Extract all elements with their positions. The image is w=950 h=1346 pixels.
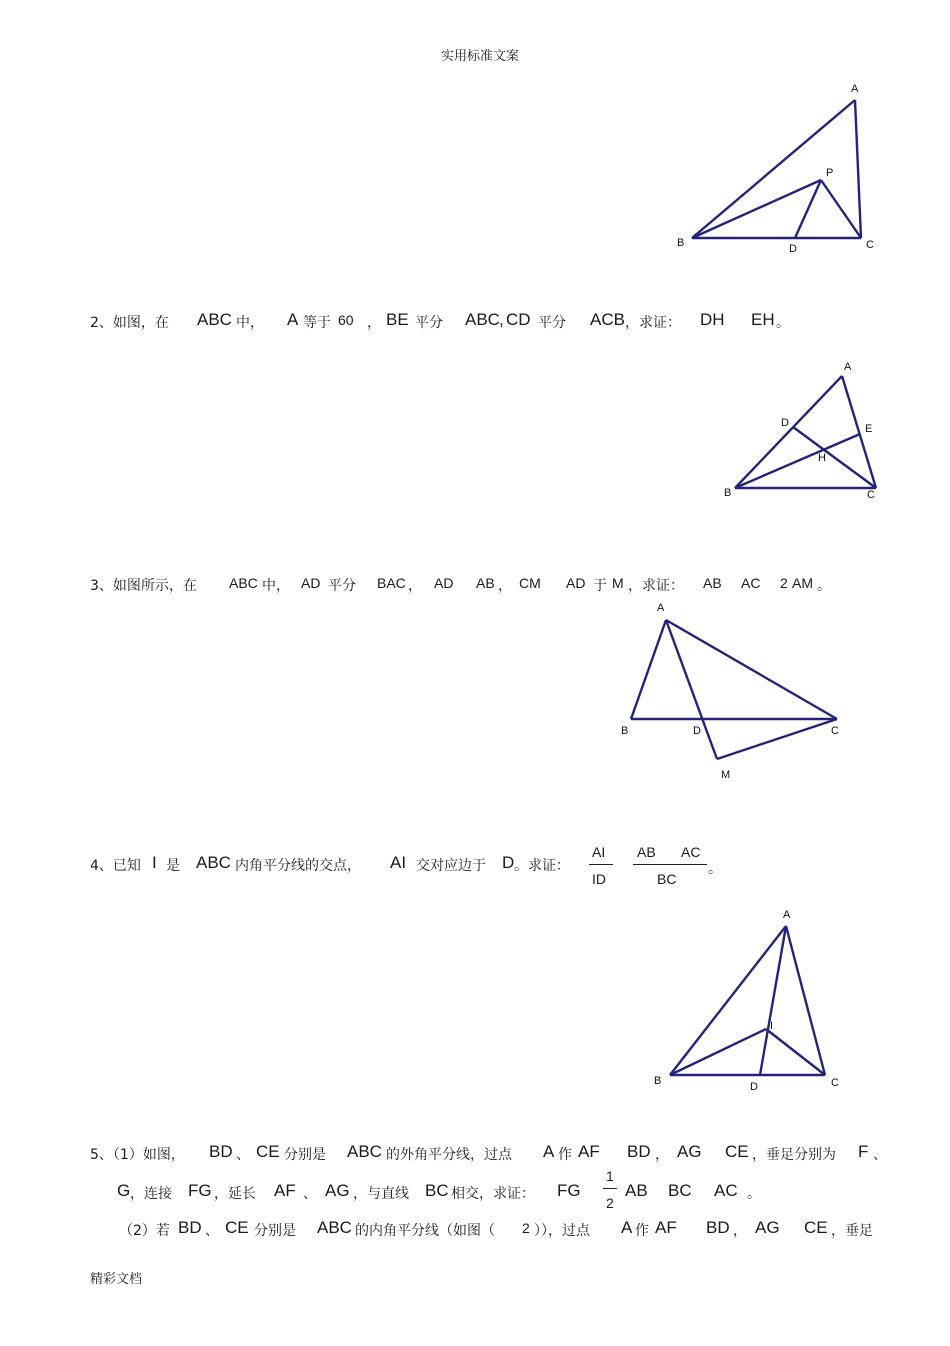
q5-math: BD <box>706 1218 730 1237</box>
q5-text: ）），过点 <box>534 1223 590 1239</box>
fraction-numerator: AI <box>592 844 606 860</box>
q4-math: ABC <box>196 853 231 872</box>
q5-text: 相交，求证： <box>451 1186 535 1202</box>
q3-math: AB <box>703 575 722 591</box>
q5-math: AG <box>677 1142 702 1161</box>
q3-math: 2 <box>780 575 788 591</box>
q4-text: 内角平分线的交点， <box>235 858 361 874</box>
q3-text: 平分 <box>328 578 356 594</box>
q5-math: BD <box>627 1142 651 1161</box>
q5-text: 。 <box>747 1186 761 1202</box>
q4-math: I <box>152 853 157 872</box>
q5-math: F <box>858 1142 869 1161</box>
q5-math: FG <box>188 1181 212 1200</box>
q5-text: 、 <box>236 1147 250 1163</box>
q4-math: D <box>502 853 515 872</box>
segment-ab <box>735 376 842 488</box>
q4-math: AI <box>390 853 407 872</box>
q2-math: CD <box>506 310 531 329</box>
q4-number: 4、已知 <box>90 858 141 874</box>
q5-text: 的外角平分线，过点 <box>386 1147 512 1163</box>
q5-text: （2）若 <box>119 1223 170 1239</box>
segment-ab <box>670 926 786 1075</box>
label-b: B <box>724 487 732 499</box>
q2-math: ABC <box>197 310 232 329</box>
q3-text: 于 <box>593 578 607 594</box>
label-h: H <box>818 452 826 464</box>
q5-math: CE <box>225 1218 249 1237</box>
q4-text: 交对应边于 <box>416 858 486 874</box>
q2-math: DH <box>700 310 725 329</box>
fraction-numerator: 1 <box>606 1168 614 1184</box>
q5-text: ，垂足分别为 <box>752 1147 836 1163</box>
q3-math: AM <box>792 575 813 591</box>
fraction-bar <box>633 864 707 865</box>
label-m: M <box>721 769 731 781</box>
segment-pc <box>821 180 861 238</box>
q2-text: 平分 <box>538 315 566 331</box>
q3-text: ， <box>408 578 422 594</box>
q2-number: 2、如图，在 <box>90 315 169 331</box>
q3-math: BAC <box>377 575 406 591</box>
q5-math: BD <box>209 1142 233 1161</box>
fraction-denominator: BC <box>657 871 677 887</box>
q3-math: AB <box>476 575 495 591</box>
label-c: C <box>866 239 874 251</box>
q5-text: 、 <box>873 1147 887 1163</box>
segment-bi <box>670 1029 766 1075</box>
q5-text: 分别是 <box>284 1147 326 1163</box>
q5-text: 、 <box>205 1223 219 1239</box>
q5-math: BC <box>425 1181 449 1200</box>
q5-math: AF <box>655 1218 677 1237</box>
q3-math: M <box>612 575 624 591</box>
fraction-numerator: AB <box>637 844 656 860</box>
label-p: P <box>826 167 834 179</box>
q5-math: AG <box>755 1218 780 1237</box>
q5-math: ABC <box>347 1142 382 1161</box>
label-i: I <box>770 1020 774 1032</box>
q5-math: ABC <box>317 1218 352 1237</box>
q2-text: 。 <box>776 315 790 331</box>
q5-math: AB <box>625 1181 648 1200</box>
q5-text: ，连接 <box>130 1186 172 1202</box>
fraction-denominator: ID <box>592 871 606 887</box>
label-d: D <box>789 243 797 255</box>
q5-text: 、 <box>303 1186 317 1202</box>
q5-math: AF <box>578 1142 600 1161</box>
label-a: A <box>783 909 791 921</box>
q2-math: , <box>499 310 504 329</box>
q5-text: ， <box>733 1223 747 1239</box>
q5-math: AG <box>325 1181 350 1200</box>
q5-math: CE <box>804 1218 828 1237</box>
q3-math: AD <box>566 575 586 591</box>
q2-math: 60 <box>338 312 354 328</box>
q3-number: 3、如图所示，在 <box>90 578 197 594</box>
q5-text: 的内角平分线（如图（ <box>355 1223 495 1239</box>
label-d: D <box>750 1081 758 1093</box>
q3-text: ，求证： <box>628 578 684 594</box>
q2-text: 中， <box>236 315 264 331</box>
label-e: E <box>865 423 873 435</box>
q5-math: BC <box>668 1181 692 1200</box>
q5-text: ，与直线 <box>353 1186 409 1202</box>
segment-ab <box>631 620 666 719</box>
q4-text: 。求证： <box>514 858 570 874</box>
label-a: A <box>657 602 665 614</box>
q2-math: BE <box>386 310 409 329</box>
label-c: C <box>831 1077 839 1089</box>
q3-text: 。 <box>817 578 831 594</box>
q5-number: 5、（1）如图， <box>90 1147 185 1163</box>
label-a: A <box>844 361 852 373</box>
q2-text: 平分 <box>415 315 443 331</box>
q3-text: 中， <box>262 578 290 594</box>
label-b: B <box>677 237 685 249</box>
q5-text: ，延长 <box>214 1186 256 1202</box>
q3-math: AD <box>434 575 454 591</box>
q4-text: 。 <box>708 861 722 877</box>
label-b: B <box>654 1075 662 1087</box>
q3-math: CM <box>519 575 541 591</box>
segment-ac <box>666 620 837 719</box>
q5-math: BD <box>178 1218 202 1237</box>
segment-bp <box>692 180 821 238</box>
q5-math: FG <box>557 1181 581 1200</box>
q3-math: ABC <box>229 575 258 591</box>
q5-math: AC <box>714 1181 738 1200</box>
q3-math: AD <box>301 575 321 591</box>
q5-text: ，垂足 <box>831 1223 873 1239</box>
fraction-bar <box>589 864 613 865</box>
segment-ac <box>786 926 825 1075</box>
q5-text: 分别是 <box>254 1223 296 1239</box>
fraction-bar <box>603 1188 617 1189</box>
q4-text: 是 <box>166 858 180 874</box>
fraction-denominator: 2 <box>606 1195 614 1211</box>
label-c: C <box>867 489 875 501</box>
q2-math: A <box>287 310 299 329</box>
q2-text: 等于 <box>303 315 331 331</box>
segment-am <box>666 620 717 759</box>
q5-math: CE <box>725 1142 749 1161</box>
q5-text: ， <box>655 1147 669 1163</box>
q5-math: 2 <box>522 1220 530 1236</box>
q5-math: A <box>621 1218 633 1237</box>
q5-math: G <box>117 1181 131 1200</box>
q2-text: ， <box>367 315 381 331</box>
label-a: A <box>851 83 859 95</box>
q5-text: 作 <box>558 1147 572 1163</box>
label-b: B <box>621 725 629 737</box>
fraction-numerator: AC <box>681 844 701 860</box>
page-footer: 精彩文档 <box>90 1272 143 1287</box>
q3-math: AC <box>741 575 761 591</box>
q5-math: AF <box>274 1181 296 1200</box>
q3-text: ， <box>498 578 512 594</box>
segment-ac <box>855 100 861 238</box>
segment-cm <box>717 719 837 759</box>
q2-math: ABC <box>465 310 500 329</box>
q2-text: ，求证： <box>625 315 681 331</box>
q5-math: CE <box>256 1142 280 1161</box>
segment-ci <box>766 1029 825 1075</box>
label-c: C <box>831 725 839 737</box>
q2-math: ACB <box>590 310 625 329</box>
q5-math: A <box>543 1142 555 1161</box>
q5-text: 作 <box>635 1223 649 1239</box>
label-d: D <box>693 725 701 737</box>
segment-ad <box>760 926 786 1075</box>
label-d: D <box>781 417 789 429</box>
page-header: 实用标准文案 <box>441 49 520 64</box>
q2-math: EH <box>751 310 775 329</box>
